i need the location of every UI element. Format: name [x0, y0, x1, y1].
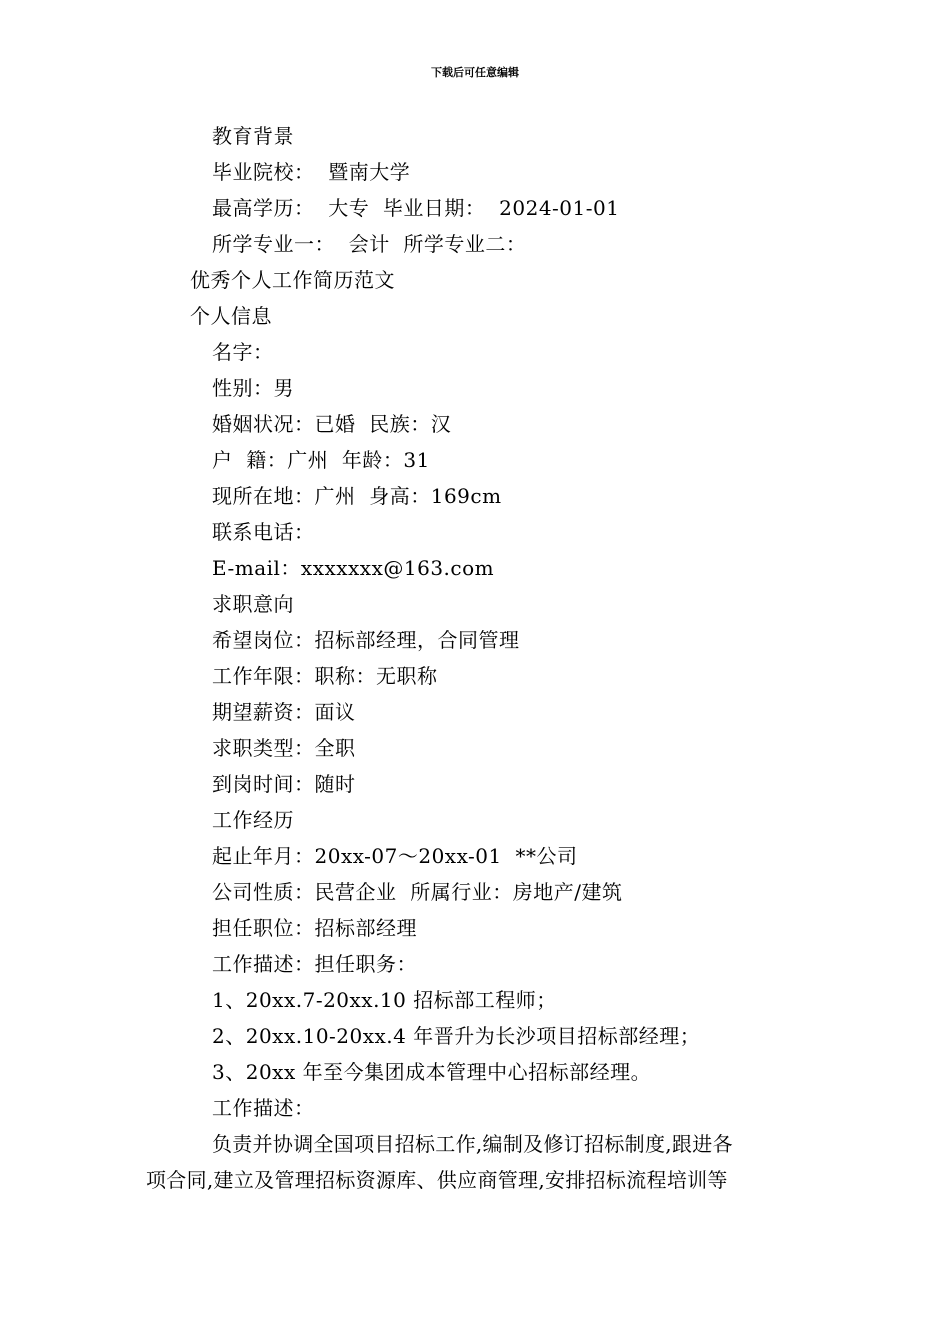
description-paragraph-line-2: 项合同,建立及管理招标资源库、供应商管理,安排招标流程培训等 — [146, 1168, 728, 1192]
graduate-school: 毕业院校： 暨南大学 — [212, 160, 411, 184]
arrival-time: 到岗时间：随时 — [212, 772, 356, 796]
list-item: 2、20xx.10-20xx.4 年晋升为长沙项目招标部经理； — [212, 1024, 701, 1048]
work-period: 起止年月：20xx-07～20xx-01 **公司 — [212, 844, 578, 868]
marital-status: 婚姻状况：已婚 民族：汉 — [212, 412, 452, 436]
job-description-label-2: 工作描述： — [212, 1096, 315, 1120]
section-heading-job-intention: 求职意向 — [212, 592, 294, 616]
job-description-label: 工作描述：担任职务： — [212, 952, 417, 976]
name-field: 名字： — [212, 340, 274, 364]
document-title: 优秀个人工作简历范文 — [190, 268, 395, 292]
location-height: 现所在地：广州 身高：169cm — [212, 484, 502, 508]
education-level: 最高学历： 大专 毕业日期： 2024-01-01 — [212, 196, 620, 220]
list-item: 1、20xx.7-20xx.10 招标部工程师； — [212, 988, 557, 1012]
section-heading-work-experience: 工作经历 — [212, 808, 294, 832]
gender-field: 性别：男 — [212, 376, 294, 400]
section-heading-personal: 个人信息 — [190, 304, 272, 328]
email-field: E-mail：xxxxxxx@163.com — [212, 556, 495, 580]
hometown-age: 户 籍：广州 年龄：31 — [212, 448, 430, 472]
phone-field: 联系电话： — [212, 520, 315, 544]
desired-position: 希望岗位：招标部经理，合同管理 — [212, 628, 520, 652]
company-type: 公司性质：民营企业 所属行业：房地产/建筑 — [212, 880, 623, 904]
page-header: 下载后可任意编辑 — [431, 66, 519, 79]
expected-salary: 期望薪资：面议 — [212, 700, 356, 724]
list-item: 3、20xx 年至今集团成本管理中心招标部经理。 — [212, 1060, 652, 1084]
work-years: 工作年限：职称：无职称 — [212, 664, 438, 688]
description-paragraph-line-1: 负责并协调全国项目招标工作,编制及修订招标制度,跟进各 — [212, 1132, 733, 1156]
major: 所学专业一： 会计 所学专业二： — [212, 232, 527, 256]
position-held: 担任职位：招标部经理 — [212, 916, 417, 940]
job-type: 求职类型：全职 — [212, 736, 356, 760]
section-heading-education: 教育背景 — [212, 124, 294, 148]
